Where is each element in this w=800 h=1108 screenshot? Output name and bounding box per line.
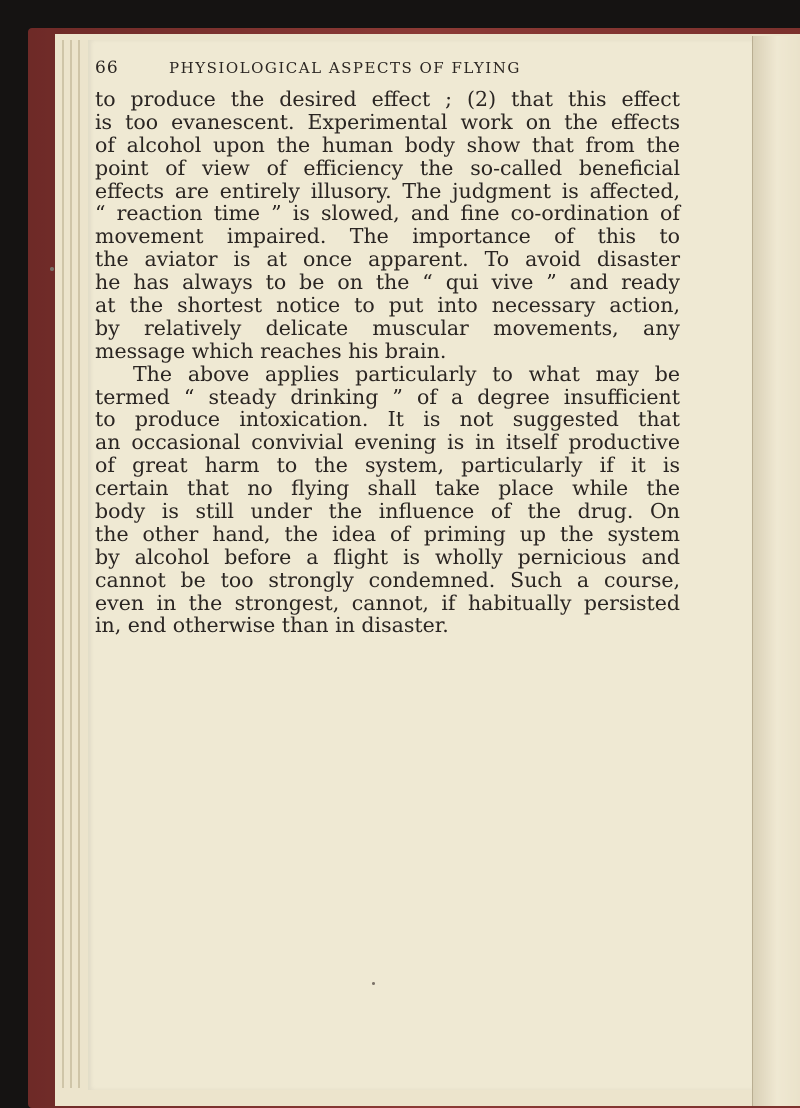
text-line: even in the strongest, cannot, if habitually persisted (95, 590, 680, 615)
text-line: body is still under the influence of the drug. On (95, 499, 680, 524)
text-line: the other hand, the idea of priming up the system (95, 521, 680, 546)
text-line: to produce intoxication. It is not suggested that (95, 407, 680, 432)
paper-speck (372, 982, 375, 985)
page-edge (70, 40, 72, 1088)
text-line: of great harm to the system, particularly if it is (95, 453, 680, 478)
text-line: to produce the desired effect ; (2) that this effect (95, 87, 680, 111)
text-line: by alcohol before a flight is wholly pernicious and (95, 544, 680, 569)
paragraph (95, 363, 680, 638)
body-text (95, 88, 680, 637)
text-line: in, end otherwise than in disaster. (95, 613, 449, 638)
text-line: is too evanescent. Experimental work on the effects (95, 109, 680, 134)
text-line: The above applies particularly to what may be (133, 361, 680, 386)
page-edge (78, 40, 80, 1088)
page-number: 66 (95, 58, 119, 78)
page-header (95, 58, 521, 78)
text-line: point of view of efficiency the so-called beneficial (95, 155, 680, 180)
text-line: termed “ steady drinking ” of a degree insufficient (95, 384, 680, 409)
paper-speck (50, 267, 54, 271)
facing-page-edge (752, 36, 800, 1106)
text-line: certain that no flying shall take place while the (95, 476, 680, 501)
text-line: cannot be too strongly condemned. Such a course, (95, 567, 680, 592)
text-line: “ reaction time ” is slowed, and fine co-ordination of (95, 201, 680, 226)
text-line: the aviator is at once apparent. To avoid disaster (95, 247, 680, 272)
text-line: effects are entirely illusory. The judgment is affected, (95, 178, 680, 203)
page-edge (62, 40, 64, 1088)
running-head: PHYSIOLOGICAL ASPECTS OF FLYING (169, 59, 521, 77)
text-line: at the shortest notice to put into necessary action, (95, 293, 680, 318)
text-line: an occasional convivial evening is in itself productive (95, 430, 680, 455)
text-line: of alcohol upon the human body show that from the (95, 132, 680, 157)
text-line: he has always to be on the “ qui vive ” and ready (95, 270, 680, 295)
text-line: by relatively delicate muscular movements, any (95, 315, 680, 340)
text-line: movement impaired. The importance of this to (95, 224, 680, 249)
paragraph (95, 88, 680, 363)
text-line: message which reaches his brain. (95, 338, 447, 363)
